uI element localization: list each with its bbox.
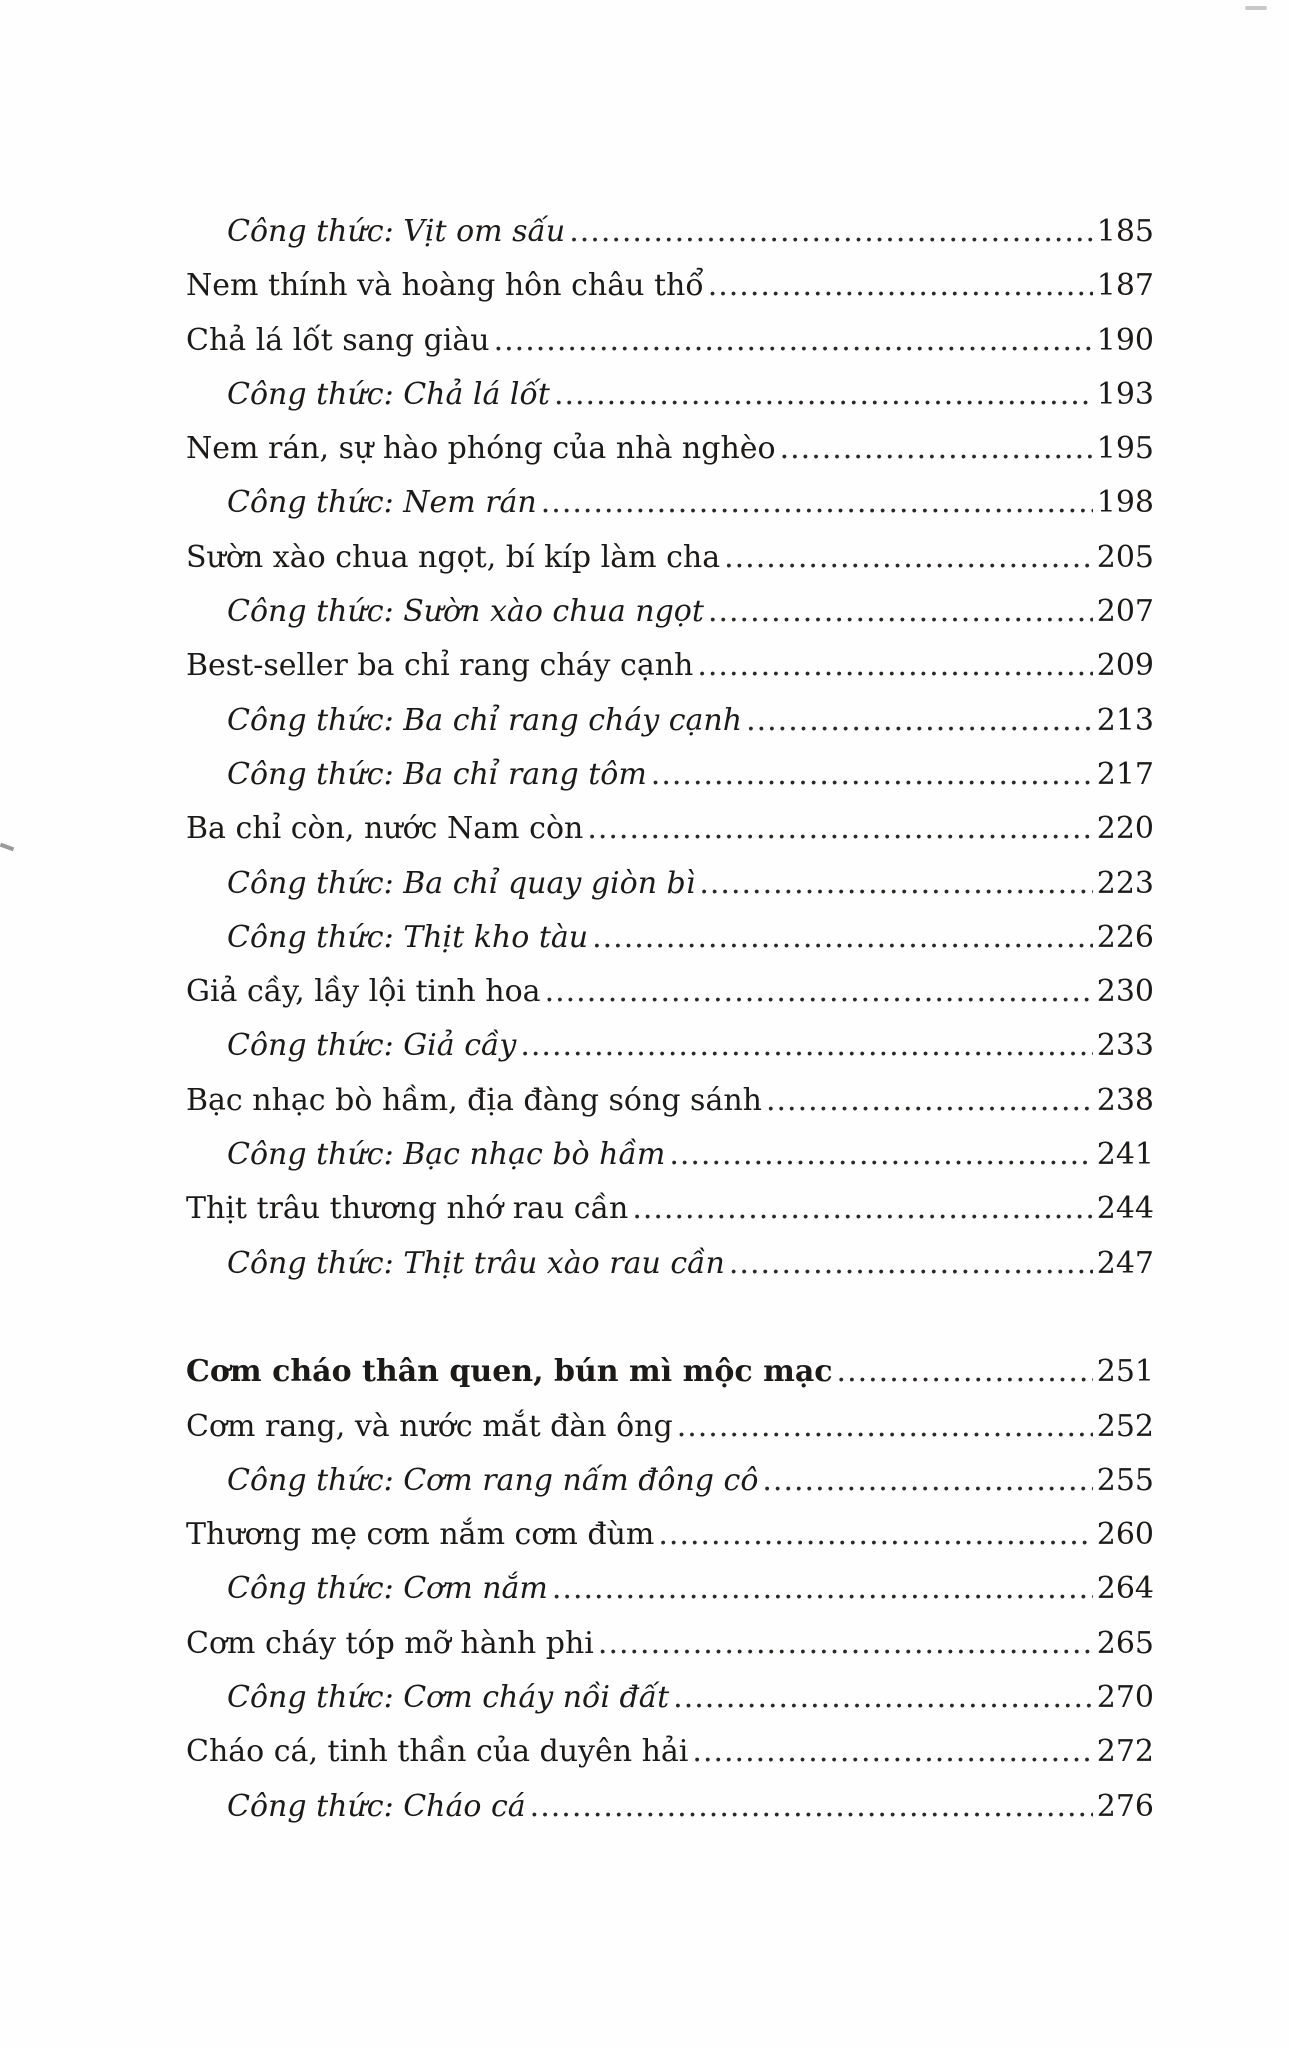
toc-page-number: 223: [1096, 865, 1154, 901]
dot-leader: [780, 422, 1093, 476]
toc-entry-title: Ba chỉ còn, nước Nam còn: [186, 811, 584, 847]
dot-leader: [598, 1617, 1093, 1671]
toc-recipe-entry: [186, 748, 1154, 802]
toc-chapter-entry: [186, 422, 1154, 476]
toc-page-number: 230: [1096, 974, 1154, 1010]
toc-chapter-entry: [186, 802, 1154, 856]
toc-entry-title: Giả cầy, lầy lội tinh hoa: [186, 974, 541, 1010]
toc-chapter-entry: [186, 1074, 1154, 1128]
toc-chapter-entry: [186, 639, 1154, 693]
toc-page-number: 251: [1096, 1354, 1154, 1390]
toc-entry-title: Công thức: Chả lá lốt: [227, 376, 550, 412]
dot-leader: [697, 639, 1092, 693]
toc-entry-title: Công thức: Bạc nhạc bò hầm: [227, 1137, 666, 1173]
dot-leader: [530, 1780, 1093, 1834]
dot-leader: [520, 1019, 1092, 1073]
toc-chapter-entry: [186, 1400, 1154, 1454]
toc-page-number: 209: [1096, 648, 1154, 684]
toc-page-number: 265: [1096, 1625, 1154, 1661]
toc-chapter-entry: [186, 965, 1154, 1019]
toc-page-number: 238: [1096, 1082, 1154, 1118]
toc-entry-title: Công thức: Thịt trâu xào rau cần: [227, 1245, 725, 1281]
toc-page-number: 185: [1096, 214, 1154, 249]
toc-chapter-entry: [186, 1617, 1154, 1671]
dot-leader: [708, 585, 1093, 639]
dot-leader: [494, 314, 1093, 368]
toc-entry-title: Nem thính và hoàng hôn châu thổ: [186, 268, 704, 304]
dot-leader: [746, 694, 1093, 748]
scan-corner-mark: [1245, 6, 1267, 10]
dot-leader: [699, 857, 1092, 911]
toc-entry-title: Best-seller ba chỉ rang cháy cạnh: [186, 648, 694, 684]
toc-entry-title: Công thức: Giả cầy: [227, 1028, 517, 1064]
toc-page-number: 247: [1096, 1245, 1154, 1281]
toc-recipe-entry: [186, 1671, 1154, 1725]
dot-leader: [724, 531, 1093, 585]
toc-recipe-entry: [186, 1237, 1154, 1291]
toc-page-number: 213: [1096, 702, 1154, 738]
toc-recipe-entry: [186, 911, 1154, 965]
toc-page-number: 205: [1096, 539, 1154, 575]
dot-leader: [729, 1237, 1093, 1291]
toc-page-number: 198: [1096, 485, 1154, 521]
toc-page-number: 252: [1096, 1408, 1154, 1444]
section-spacer: [186, 1291, 1154, 1345]
toc-recipe-entry: [186, 476, 1154, 530]
dot-leader: [708, 259, 1093, 313]
toc-entry-title: Công thức: Ba chỉ rang tôm: [227, 756, 647, 792]
toc-recipe-entry: [186, 205, 1154, 259]
toc-entry-title: Thịt trâu thương nhớ rau cần: [186, 1191, 629, 1227]
dot-leader: [669, 1128, 1092, 1182]
dot-leader: [692, 1725, 1092, 1779]
toc-entry-title: Cơm rang, và nước mắt đàn ông: [186, 1408, 673, 1444]
toc-entry-title: Công thức: Cháo cá: [227, 1788, 526, 1824]
toc-recipe-entry: [186, 585, 1154, 639]
dot-leader: [592, 911, 1093, 965]
toc-page-number: 244: [1096, 1191, 1154, 1227]
toc-entry-title: Công thức: Cơm cháy nồi đất: [227, 1680, 670, 1716]
toc-page-number: 226: [1096, 919, 1154, 955]
toc-page-number: 193: [1096, 376, 1154, 412]
toc-chapter-entry: [186, 1725, 1154, 1779]
dot-leader: [658, 1508, 1092, 1562]
toc-entry-title: Sườn xào chua ngọt, bí kíp làm cha: [186, 539, 721, 575]
dot-leader: [541, 476, 1093, 530]
toc-chapter-entry: [186, 1508, 1154, 1562]
dot-leader: [552, 1562, 1093, 1616]
toc-entry-title: Chả lá lốt sang giàu: [186, 322, 490, 358]
toc-recipe-entry: [186, 857, 1154, 911]
toc-section-heading: [186, 1345, 1154, 1399]
toc-entry-title: Công thức: Vịt om sấu: [227, 214, 566, 249]
toc-entry-title: Nem rán, sự hào phóng của nhà nghèo: [186, 431, 776, 467]
toc-recipe-entry: [186, 368, 1154, 422]
dot-leader: [837, 1345, 1093, 1399]
dot-leader: [677, 1400, 1093, 1454]
toc-page-number: 233: [1096, 1028, 1154, 1064]
dot-leader: [554, 368, 1093, 422]
toc-entry-title: Công thức: Cơm rang nấm đông cô: [227, 1462, 759, 1498]
dot-leader: [569, 205, 1093, 259]
toc-entry-title: Công thức: Cơm nắm: [227, 1571, 548, 1607]
toc-page-number: 187: [1096, 268, 1154, 304]
toc-entry-title: Cơm cháy tóp mỡ hành phi: [186, 1625, 594, 1661]
toc-page-number: 195: [1096, 431, 1154, 467]
toc-entry-title: Công thức: Nem rán: [227, 485, 537, 521]
toc-entry-title: Công thức: Thịt kho tàu: [227, 919, 589, 955]
toc-recipe-entry: [186, 1780, 1154, 1834]
toc-recipe-entry: [186, 1019, 1154, 1073]
toc-entry-title: Cháo cá, tinh thần của duyên hải: [186, 1734, 689, 1770]
toc-page-number: 217: [1096, 756, 1154, 792]
dot-leader: [632, 1182, 1092, 1236]
toc-page-number: 276: [1096, 1788, 1154, 1824]
toc-entry-title: Cơm cháo thân quen, bún mì mộc mạc: [186, 1354, 833, 1390]
table-of-contents: [186, 205, 1154, 1834]
toc-page-number: 264: [1096, 1571, 1154, 1607]
toc-page-number: 190: [1096, 322, 1154, 358]
toc-chapter-entry: [186, 314, 1154, 368]
toc-page-number: 220: [1096, 811, 1154, 847]
toc-chapter-entry: [186, 1182, 1154, 1236]
toc-page-number: 207: [1096, 594, 1154, 630]
toc-page-number: 241: [1096, 1137, 1154, 1173]
scan-edge-mark: [0, 843, 14, 852]
toc-entry-title: Công thức: Ba chỉ rang cháy cạnh: [227, 702, 743, 738]
toc-page-number: 260: [1096, 1517, 1154, 1553]
toc-recipe-entry: [186, 1128, 1154, 1182]
toc-recipe-entry: [186, 1454, 1154, 1508]
dot-leader: [651, 748, 1093, 802]
dot-leader: [766, 1074, 1093, 1128]
dot-leader: [587, 802, 1092, 856]
toc-entry-title: Công thức: Sườn xào chua ngọt: [227, 594, 704, 630]
toc-page-number: 255: [1096, 1462, 1154, 1498]
toc-recipe-entry: [186, 1562, 1154, 1616]
toc-entry-title: Công thức: Ba chỉ quay giòn bì: [227, 865, 696, 901]
toc-chapter-entry: [186, 531, 1154, 585]
toc-page-number: 270: [1096, 1680, 1154, 1716]
toc-recipe-entry: [186, 694, 1154, 748]
toc-page-number: 272: [1096, 1734, 1154, 1770]
dot-leader: [762, 1454, 1092, 1508]
dot-leader: [545, 965, 1093, 1019]
dot-leader: [673, 1671, 1093, 1725]
toc-chapter-entry: [186, 259, 1154, 313]
toc-entry-title: Thương mẹ cơm nắm cơm đùm: [186, 1517, 655, 1553]
toc-entry-title: Bạc nhạc bò hầm, địa đàng sóng sánh: [186, 1082, 762, 1118]
